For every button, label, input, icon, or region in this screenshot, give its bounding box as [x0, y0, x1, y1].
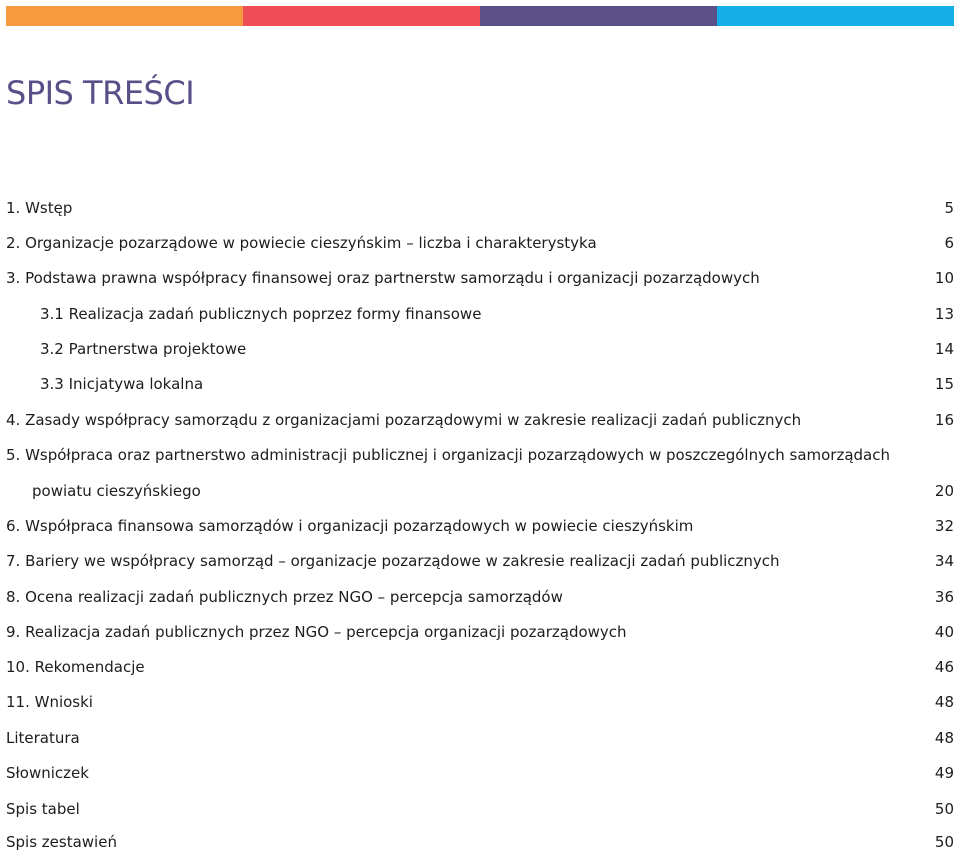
toc-entry-page: 40	[934, 623, 954, 641]
page-title: SPIS TREŚCI	[6, 74, 195, 112]
toc-entry-page: 32	[934, 517, 954, 535]
toc-entry-label: 3. Podstawa prawna współpracy finansowej oraz partnerstw samorządu i organizacji pozarządowych	[6, 269, 760, 287]
toc-subentry[interactable]	[6, 302, 954, 326]
toc-entry[interactable]	[6, 620, 954, 644]
toc-entry-page: 20	[934, 482, 954, 500]
toc-entry[interactable]	[6, 408, 954, 432]
toc-entry-label: 8. Ocena realizacji zadań publicznych przez NGO – percepcja samorządów	[6, 588, 563, 606]
toc-entry-page: 6	[944, 234, 954, 252]
toc-entry-label: 5. Współpraca oraz partnerstwo administracji publicznej i organizacji pozarządowych w poszczególnych samorządach	[6, 446, 890, 464]
toc-entry-label: 2. Organizacje pozarządowe w powiecie cieszyńskim – liczba i charakterystyka	[6, 234, 597, 252]
toc-entry-page: 10	[934, 269, 954, 287]
toc-entry-page: 48	[934, 693, 954, 711]
toc-entry[interactable]	[6, 655, 954, 679]
toc-entry-label: powiatu cieszyńskiego	[32, 482, 201, 500]
toc-entry-page: 36	[934, 588, 954, 606]
toc-entry-label: Słowniczek	[6, 764, 89, 782]
toc-entry-label: 11. Wnioski	[6, 693, 93, 711]
toc-entry[interactable]	[6, 266, 954, 290]
toc-entry-page: 34	[934, 552, 954, 570]
header-bar-blue	[717, 6, 954, 26]
toc-entry-page: 46	[934, 658, 954, 676]
toc-entry[interactable]	[6, 196, 954, 220]
color-header-bar	[6, 6, 954, 26]
toc-entry[interactable]	[6, 830, 954, 854]
toc-entry-page: 13	[934, 305, 954, 323]
header-bar-orange	[6, 6, 243, 26]
toc-entry-label: Literatura	[6, 729, 80, 747]
toc-entry-label: 7. Bariery we współpracy samorząd – organizacje pozarządowe w zakresie realizacji zadań publicznych	[6, 552, 780, 570]
toc-entry-page: 5	[944, 199, 954, 217]
toc-entry-page: 48	[934, 729, 954, 747]
toc-entry-page: 16	[934, 411, 954, 429]
toc-entry-label: 3.3 Inicjatywa lokalna	[40, 375, 204, 393]
toc-entry[interactable]	[6, 443, 954, 467]
toc-entry-page: 50	[934, 800, 954, 818]
toc-entry[interactable]	[6, 797, 954, 821]
toc-entry[interactable]	[6, 549, 954, 573]
toc-entry-label: 1. Wstęp	[6, 199, 73, 217]
toc-entry-continuation[interactable]	[6, 479, 954, 503]
toc-entry-label: 9. Realizacja zadań publicznych przez NGO – percepcja organizacji pozarządowych	[6, 623, 627, 641]
toc-entry[interactable]	[6, 585, 954, 609]
toc-entry-label: 3.2 Partnerstwa projektowe	[40, 340, 247, 358]
toc-entry-page: 15	[934, 375, 954, 393]
toc-entry[interactable]	[6, 690, 954, 714]
toc-entry-label: 10. Rekomendacje	[6, 658, 145, 676]
header-bar-red	[243, 6, 480, 26]
toc-subentry[interactable]	[6, 337, 954, 361]
toc-entry-label: 6. Współpraca finansowa samorządów i organizacji pozarządowych w powiecie cieszyńskim	[6, 517, 694, 535]
toc-entry-label: Spis zestawień	[6, 833, 117, 851]
toc-entry-page: 50	[934, 833, 954, 851]
toc-entry[interactable]	[6, 726, 954, 750]
toc-entry[interactable]	[6, 514, 954, 538]
toc-entry-label: 4. Zasady współpracy samorządu z organizacjami pozarządowymi w zakresie realizacji zadań publicznych	[6, 411, 802, 429]
header-bar-purple	[480, 6, 717, 26]
toc-entry[interactable]	[6, 761, 954, 785]
toc-entry-label: 3.1 Realizacja zadań publicznych poprzez formy finansowe	[40, 305, 482, 323]
toc-subentry[interactable]	[6, 372, 954, 396]
toc-entry-label: Spis tabel	[6, 800, 80, 818]
toc-entry-page: 14	[934, 340, 954, 358]
toc-entry-page: 49	[934, 764, 954, 782]
toc-entry[interactable]	[6, 231, 954, 255]
